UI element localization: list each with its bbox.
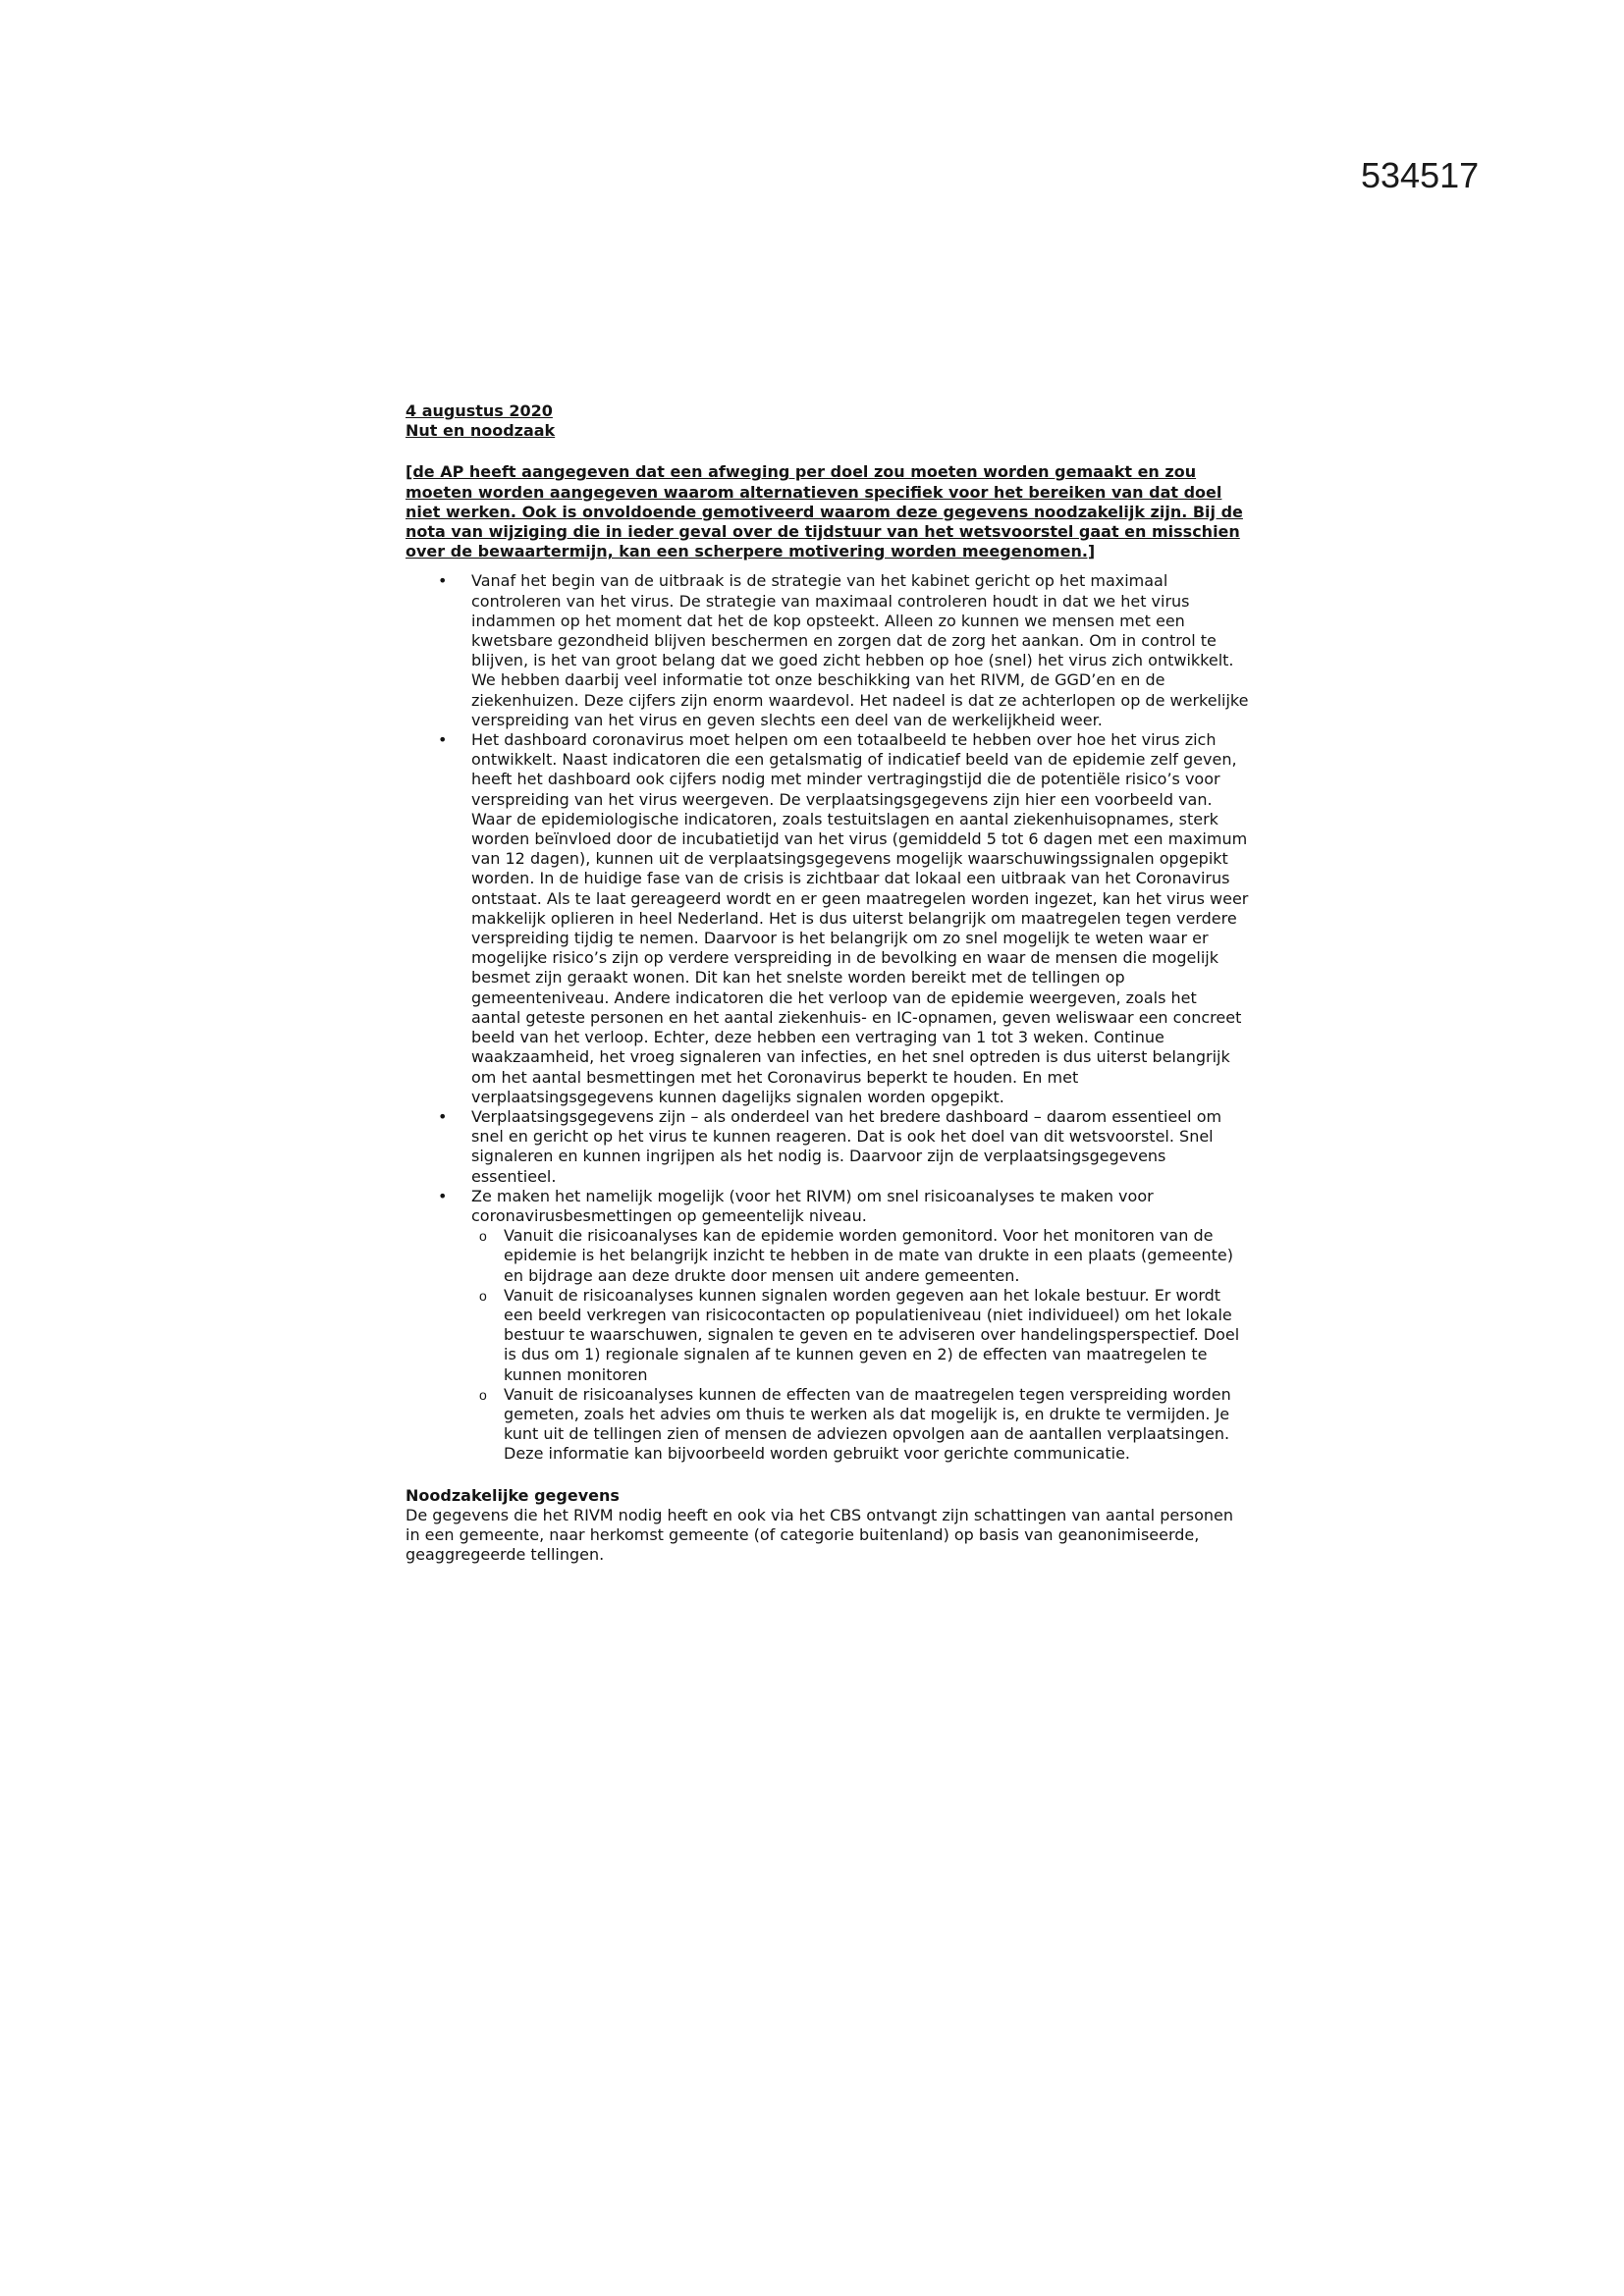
section-heading: Noodzakelijke gegevens: [406, 1485, 620, 1505]
sub-list-item: o Vanuit de risicoanalyses kunnen signalen worden gegeven aan het lokale bestuur. Er wordt een beeld verkregen van risicocontacten op populatieniveau (niet individueel) om het lokale bestuur te waarschuwen, signalen te geven en te adviseren over handelingsperspectief. Doel is dus om 1) regionale signalen af te kunnen geven en 2) de effecten van maatregelen te kunnen monitoren: [471, 1286, 1250, 1385]
document-title: Nut en noodzaak: [406, 421, 556, 441]
list-item-text: Ze maken het namelijk mogelijk (voor het RIVM) om snel risicoanalyses te maken voor coronavirusbesmettingen op gemeentelijk niveau.: [471, 1186, 1154, 1225]
section-body: De gegevens die het RIVM nodig heeft en ook via het CBS ontvangt zijn schattingen van aantal personen in een gemeente, naar herkomst gemeente (of categorie buitenland) op basis van geanonimiseerde, geaggregeerde tellingen.: [406, 1505, 1234, 1565]
sub-list-item: o Vanuit die risicoanalyses kan de epidemie worden gemonitord. Voor het monitoren van de epidemie is het belangrijk inzicht te hebben in de mate van drukte in een plaats (gemeente) en bijdrage aan deze drukte door mensen uit andere gemeenten.: [471, 1226, 1250, 1286]
list-item: • Het dashboard coronavirus moet helpen om een totaalbeeld te hebben over hoe het virus zich ontwikkelt. Naast indicatoren die een getalsmatig of indicatief beeld van de epidemie zelf geven, heeft het dashboard ook cijfers nodig met minder vertragingstijd die de potentiële risico’s voor verspreiding van het virus weergeven. De verplaatsingsgegevens zijn hier een voorbeeld van. Waar de epidemiologische indicatoren, zoals testuitslagen en aantal ziekenhuisopnames, sterk worden beïnvloed door de incubatietijd van het virus (gemiddeld 5 tot 6 dagen met een maximum van 12 dagen), kunnen uit de verplaatsingsgegevens mogelijk waarschuwingssignalen opgepikt worden. In de huidige fase van de crisis is zichtbaar dat lokaal een uitbraak van het Coronavirus ontstaat. Als te laat gereageerd wordt en er geen maatregelen worden ingezet, kan het virus weer makkelijk oplieren in heel Nederland. Het is dus uiterst belangrijk om maatregelen tegen verdere verspreiding tijdig te nemen. Daarvoor is het belangrijk om zo snel mogelijk te weten waar er mogelijke risico’s zijn op verdere verspreiding in de bevolking en waar de mensen die mogelijk besmet zijn geraakt wonen. Dit kan het snelste worden bereikt met de tellingen op gemeenteniveau. Andere indicatoren die het verloop van de epidemie weergeven, zoals het aantal geteste personen en het aantal ziekenhuis- en IC-opnamen, geven weliswaar een concreet beeld van het verloop. Echter, deze hebben een vertraging van 1 tot 3 weken. Continue waakzaamheid, het vroeg signaleren van infecties, en het snel optreden is dus uiterst belangrijk om het aantal besmettingen met het Coronavirus beperkt te houden. En met verplaatsingsgegevens kunnen dagelijks signalen worden opgepikt.: [406, 730, 1250, 1107]
list-item: [406, 1187, 1250, 1465]
document-number: 534517: [1361, 155, 1480, 195]
list-item: • Vanaf het begin van de uitbraak is de strategie van het kabinet gericht op het maximaal controleren van het virus. De strategie van maximaal controleren houdt in dat we het virus indammen op het moment dat het de kop opsteekt. Alleen zo kunnen we mensen met een kwetsbare gezondheid blijven beschermen en zorgen dat de zorg het aankan. Om in control te blijven, is het van groot belang dat we goed zicht hebben op hoe (snel) het virus zich ontwikkelt. We hebben daarbij veel informatie tot onze beschikking van het RIVM, de GGD’en en de ziekenhuizen. Deze cijfers zijn enorm waardevol. Het nadeel is dat ze achterlopen op de werkelijke verspreiding van het virus en geven slechts een deel van de werkelijkheid weer.: [406, 571, 1250, 730]
bullet-list: [406, 571, 1250, 1464]
list-item: • Verplaatsingsgegevens zijn – als onderdeel van het bredere dashboard – daarom essentieel om snel en gericht op het virus te kunnen reageren. Dat is ook het doel van dit wetsvoorstel. Snel signaleren en kunnen ingrijpen als het nodig is. Daarvoor zijn de verplaatsingsgegevens essentieel.: [406, 1107, 1250, 1187]
sub-list-item: o Vanuit de risicoanalyses kunnen de effecten van de maatregelen tegen verspreiding worden gemeten, zoals het advies om thuis te werken als dat mogelijk is, en drukte te vermijden. Je kunt uit de tellingen zien of mensen de adviezen opvolgen aan de aantallen verplaatsingen. Deze informatie kan bijvoorbeeld worden gebruikt voor gerichte communicatie.: [471, 1385, 1250, 1465]
intro-note: [de AP heeft aangegeven dat een afweging per doel zou moeten worden gemaakt en zou moeten worden aangegeven waarom alternatieven specifiek voor het bereiken van dat doel niet werken. Ook is onvoldoende gemotiveerd waarom deze gegevens noodzakelijk zijn. Bij de nota van wijziging die in ieder geval over de tijdstuur van het wetsvoorstel gaat en misschien over de bewaartermijn, kan een scherpere motivering worden meegenomen.]: [406, 462, 1243, 561]
sub-bullet-list: [471, 1226, 1250, 1464]
document-body: [406, 401, 1250, 1565]
document-date: 4 augustus 2020: [406, 401, 553, 420]
